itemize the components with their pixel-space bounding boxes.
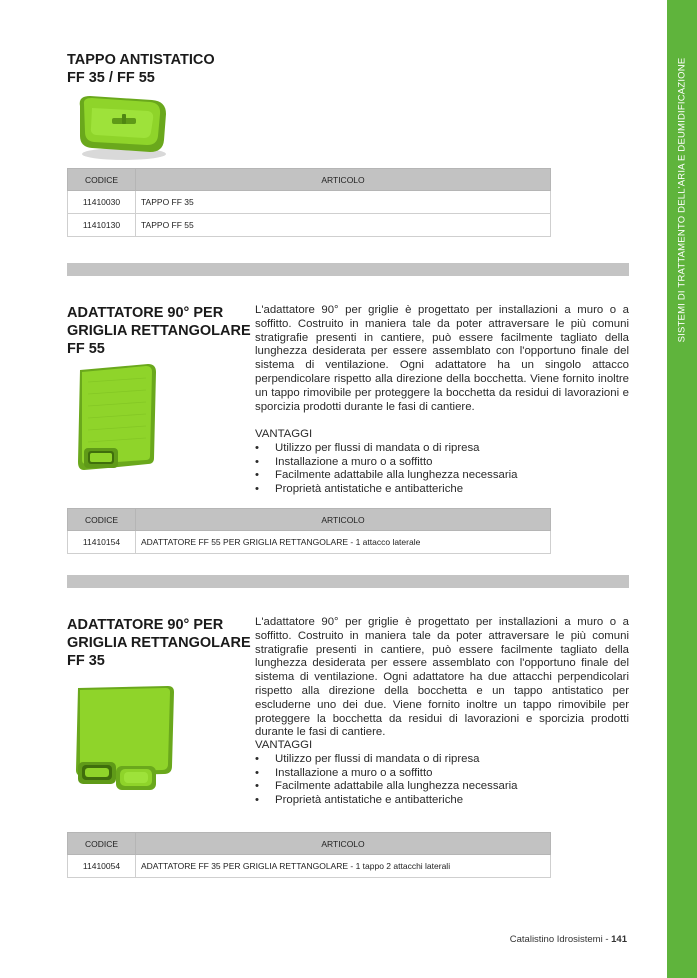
section-divider xyxy=(67,575,629,588)
section-2-title-line-3: FF 55 xyxy=(67,341,105,357)
table-row xyxy=(68,214,551,237)
table-header-row xyxy=(68,169,551,191)
code-cell: 11410130 xyxy=(68,214,136,237)
section-1-title-line-1: TAPPO ANTISTATICO xyxy=(67,52,215,68)
section-2-title xyxy=(67,304,251,358)
article-cell: ADATTATORE FF 35 PER GRIGLIA RETTANGOLARE - 1 tappo 2 attacchi laterali xyxy=(136,855,551,878)
column-header-codice: CODICE xyxy=(68,833,136,855)
page-number: 141 xyxy=(611,934,627,945)
article-cell: ADATTATORE FF 55 PER GRIGLIA RETTANGOLARE - 1 attacco laterale xyxy=(136,531,551,554)
code-cell: 11410054 xyxy=(68,855,136,878)
table-header-row xyxy=(68,509,551,531)
section-3-description: L'adattatore 90° per griglie è progettato per installazioni a muro o a soffitto. Costruito in maniera tale da poter attraversare le più comuni stratigrafie presenti in cantiere, può essere facilmente tagliato della lunghezza desiderata per essere assemblato con l'opportuno finale del sistema di ventilazione. Ogni adattatore ha due attacchi perpendicolari rispetto alla direzione della bocchetta e un tappo antistatico per escluderne uno dei due. Viene fornito inoltre un tappo rimovibile per proteggere la bocchetta da residui di lavorazioni e sporcizia prodotti durante le fasi di cantiere. xyxy=(255,616,629,739)
list-item: • Utilizzo per flussi di mandata o di ripresa xyxy=(255,442,629,456)
adattatore-ff55-image xyxy=(74,362,160,474)
list-item: • Facilmente adattabile alla lunghezza necessaria xyxy=(255,780,629,794)
table-row xyxy=(68,191,551,214)
section-1-title xyxy=(67,51,215,87)
section-2-description: L'adattatore 90° per griglie è progettato per installazioni a muro o a soffitto. Costruito in maniera tale da poter attraversare le più comuni stratigrafie presenti in cantiere, può essere facilmente tagliato della lunghezza desiderata per essere assemblato con l'opportuno finale del sistema di ventilazione. Ogni adattatore ha un singolo attacco perpendicolare rispetto alla direzione della bocchetta. Viene fornito inoltre un tappo rimovibile per proteggere la bocchetta da residui di lavorazioni e sporcizia prodotti durante le fasi di cantiere. xyxy=(255,304,629,413)
list-item: • Proprietà antistatiche e antibatteriche xyxy=(255,794,629,808)
section-3-title-line-1: ADATTATORE 90° PER xyxy=(67,617,224,633)
catalog-name: Catalistino Idrosistemi - xyxy=(509,934,612,945)
tappo-antistatico-image xyxy=(74,92,170,162)
adattatore-ff35-image xyxy=(72,682,178,794)
section-2-title-line-2: GRIGLIA RETTANGOLARE xyxy=(67,323,251,339)
list-item: • Facilmente adattabile alla lunghezza necessaria xyxy=(255,469,629,483)
table-row xyxy=(68,531,551,554)
list-item: • Installazione a muro o a soffitto xyxy=(255,767,629,781)
section-3-advantages xyxy=(255,739,629,808)
advantages-list xyxy=(255,442,629,497)
column-header-articolo: ARTICOLO xyxy=(136,833,551,855)
section-2-title-line-1: ADATTATORE 90° PER xyxy=(67,305,224,321)
section-3-table xyxy=(67,832,551,878)
article-cell: TAPPO FF 55 xyxy=(136,214,551,237)
advantages-list xyxy=(255,753,629,808)
section-2-table xyxy=(67,508,551,554)
list-item: • Utilizzo per flussi di mandata o di ripresa xyxy=(255,753,629,767)
list-item: • Installazione a muro o a soffitto xyxy=(255,456,629,470)
section-1-table xyxy=(67,168,551,237)
section-1-title-line-2: FF 35 / FF 55 xyxy=(67,70,155,86)
page-footer xyxy=(510,934,627,945)
code-cell: 11410154 xyxy=(68,531,136,554)
column-header-codice: CODICE xyxy=(68,169,136,191)
sidebar-label: SISTEMI DI TRATTAMENTO DELL'ARIA E DEUMIDIFICAZIONE xyxy=(676,57,688,343)
table-row xyxy=(68,855,551,878)
column-header-codice: CODICE xyxy=(68,509,136,531)
section-3-title-line-2: GRIGLIA RETTANGOLARE xyxy=(67,635,251,651)
column-header-articolo: ARTICOLO xyxy=(136,509,551,531)
table-header-row xyxy=(68,833,551,855)
section-2-advantages xyxy=(255,428,629,497)
code-cell: 11410030 xyxy=(68,191,136,214)
advantages-title: VANTAGGI xyxy=(255,739,313,751)
column-header-articolo: ARTICOLO xyxy=(136,169,551,191)
advantages-title: VANTAGGI xyxy=(255,428,313,440)
section-3-title-line-3: FF 35 xyxy=(67,653,105,669)
article-cell: TAPPO FF 35 xyxy=(136,191,551,214)
section-divider xyxy=(67,263,629,276)
list-item: • Proprietà antistatiche e antibatteriche xyxy=(255,483,629,497)
section-3-title xyxy=(67,616,251,670)
